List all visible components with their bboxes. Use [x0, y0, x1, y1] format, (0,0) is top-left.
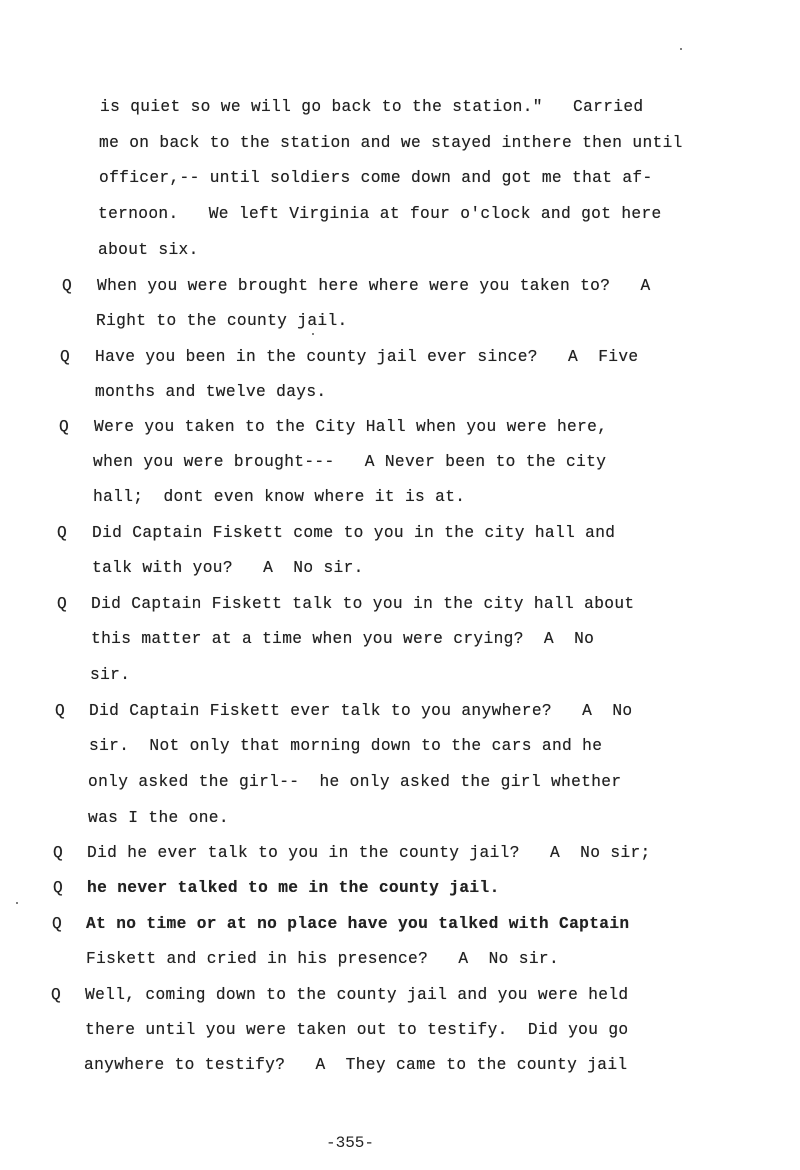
transcript-line-27: there until you were taken out to testify. Did you go	[85, 1021, 629, 1039]
transcript-line-18: Did Captain Fiskett ever talk to you anywhere? A No	[89, 702, 633, 720]
question-marker: Q	[51, 986, 61, 1004]
question-marker: Q	[57, 595, 67, 613]
transcript-line-3: officer,-- until soldiers come down and got me that af-	[99, 169, 653, 187]
question-marker: Q	[62, 277, 72, 295]
transcript-line-23: he never talked to me in the county jail.	[87, 879, 500, 897]
transcript-line-22: Did he ever talk to you in the county jail? A No sir;	[87, 844, 651, 862]
question-marker: Q	[60, 348, 70, 366]
transcript-line-11: when you were brought--- A Never been to the city	[93, 453, 607, 471]
transcript-line-17: sir.	[90, 666, 131, 684]
transcript-line-13: Did Captain Fiskett come to you in the city hall and	[92, 524, 616, 542]
scan-speck	[680, 48, 682, 50]
question-marker: Q	[53, 844, 63, 862]
transcript-line-19: sir. Not only that morning down to the cars and he	[89, 737, 603, 755]
question-marker: Q	[55, 702, 65, 720]
transcript-line-20: only asked the girl-- he only asked the girl whether	[88, 773, 622, 791]
transcript-line-7: Right to the county jail.	[96, 312, 348, 330]
transcript-line-6: When you were brought here where were you taken to? A	[97, 277, 651, 295]
transcript-line-28: anywhere to testify? A They came to the county jail	[84, 1056, 628, 1074]
page-number: -355-	[326, 1134, 375, 1152]
transcript-line-21: was I the one.	[88, 809, 229, 827]
transcript-line-2: me on back to the station and we stayed inthere then until	[99, 134, 683, 152]
transcript-line-12: hall; dont even know where it is at.	[93, 488, 466, 506]
question-marker: Q	[57, 524, 67, 542]
transcript-line-5: about six.	[98, 241, 199, 259]
question-marker: Q	[59, 418, 69, 436]
question-marker: Q	[52, 915, 62, 933]
scan-speck	[16, 902, 18, 904]
transcript-line-24: At no time or at no place have you talked with Captain	[86, 915, 630, 933]
transcript-line-16: this matter at a time when you were crying? A No	[91, 630, 595, 648]
transcript-line-10: Were you taken to the City Hall when you were here,	[94, 418, 608, 436]
transcript-line-4: ternoon. We left Virginia at four o'clock and got here	[98, 205, 662, 223]
transcript-line-15: Did Captain Fiskett talk to you in the city hall about	[91, 595, 635, 613]
scan-speck	[312, 333, 314, 335]
transcript-line-14: talk with you? A No sir.	[92, 559, 364, 577]
transcript-line-25: Fiskett and cried in his presence? A No sir.	[86, 950, 560, 968]
question-marker: Q	[53, 879, 63, 897]
transcript-line-1: is quiet so we will go back to the station." Carried	[100, 98, 644, 116]
transcript-line-9: months and twelve days.	[95, 383, 327, 401]
transcript-line-26: Well, coming down to the county jail and you were held	[85, 986, 629, 1004]
transcript-line-8: Have you been in the county jail ever since? A Five	[95, 348, 639, 366]
